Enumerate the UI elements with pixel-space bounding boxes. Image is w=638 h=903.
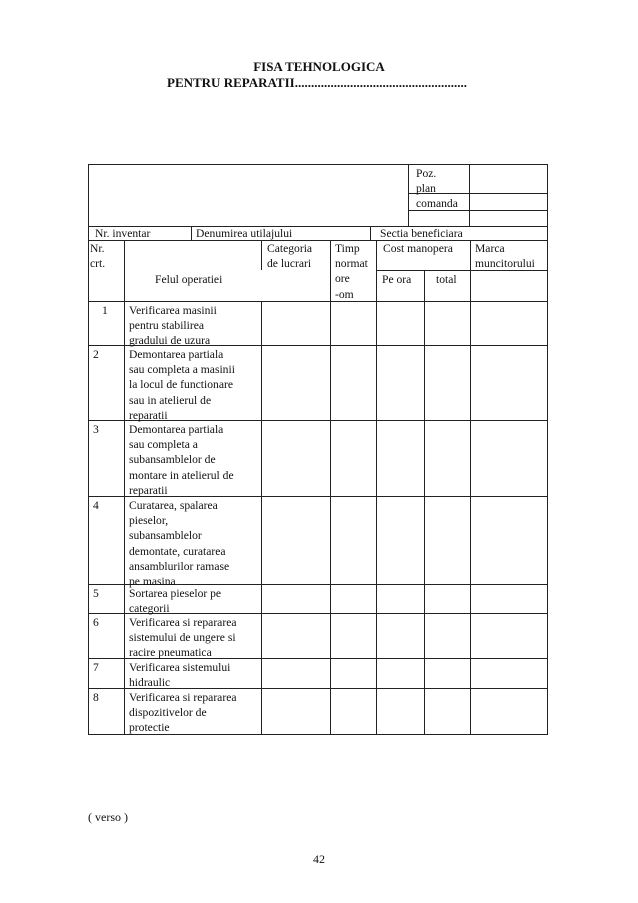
timp-normat-header: Timp normat ore -om <box>335 242 368 301</box>
row-6-operatie: Verificarea si repararea sistemului de ungere si racire pneumatica <box>129 616 237 660</box>
nr-crt-header: Nr. crt. <box>90 242 106 271</box>
denumirea-utilajului-header: Denumirea utilajului <box>196 227 293 240</box>
total-header: total <box>436 273 457 286</box>
sectia-beneficiara-header: Sectia beneficiara <box>380 227 463 240</box>
page-number: 42 <box>313 852 325 866</box>
nr-inventar-header: Nr. inventar <box>95 227 151 240</box>
row-2-nr: 2 <box>93 348 99 361</box>
verso-note: ( verso ) <box>88 810 128 824</box>
row-1-nr: 1 <box>102 304 108 317</box>
felul-operatiei-header: Felul operatiei <box>155 273 223 286</box>
categoria-de-lucrari-header: Categoria de lucrari <box>267 242 313 271</box>
row-8-nr: 8 <box>93 691 99 704</box>
row-8-operatie: Verificarea si repararea dispozitivelor de protectie <box>129 691 237 735</box>
poz-plan-comanda-label: Poz. plan comanda <box>416 167 458 211</box>
marca-muncitorului-header: Marca muncitorului <box>475 242 535 271</box>
cost-manopera-header: Cost manopera <box>383 242 453 255</box>
row-4-nr: 4 <box>93 499 99 512</box>
document-title: FISA TEHNOLOGICA <box>253 59 385 74</box>
row-4-operatie: Curatarea, spalarea pieselor, subansamblelor demontate, curatarea ansamblurilor ramase pe masina <box>129 499 230 589</box>
row-3-nr: 3 <box>93 423 99 436</box>
row-5-operatie: Sortarea pieselor pe categorii <box>129 587 222 616</box>
row-6-nr: 6 <box>93 616 99 629</box>
row-7-operatie: Verificarea sistemului hidraulic <box>129 661 231 690</box>
row-7-nr: 7 <box>93 661 99 674</box>
row-3-operatie: Demontarea partiala sau completa a subansamblelor de montare in atelierul de reparatii <box>129 423 234 497</box>
row-1-operatie: Verificarea masinii pentru stabilirea gradului de uzura <box>129 304 217 348</box>
document-subtitle: PENTRU REPARATII..................................................... <box>167 75 467 90</box>
row-2-operatie: Demontarea partiala sau completa a masinii la locul de functionare sau in atelierul de reparatii <box>129 348 235 422</box>
pe-ora-header: Pe ora <box>382 273 412 286</box>
row-5-nr: 5 <box>93 587 99 600</box>
